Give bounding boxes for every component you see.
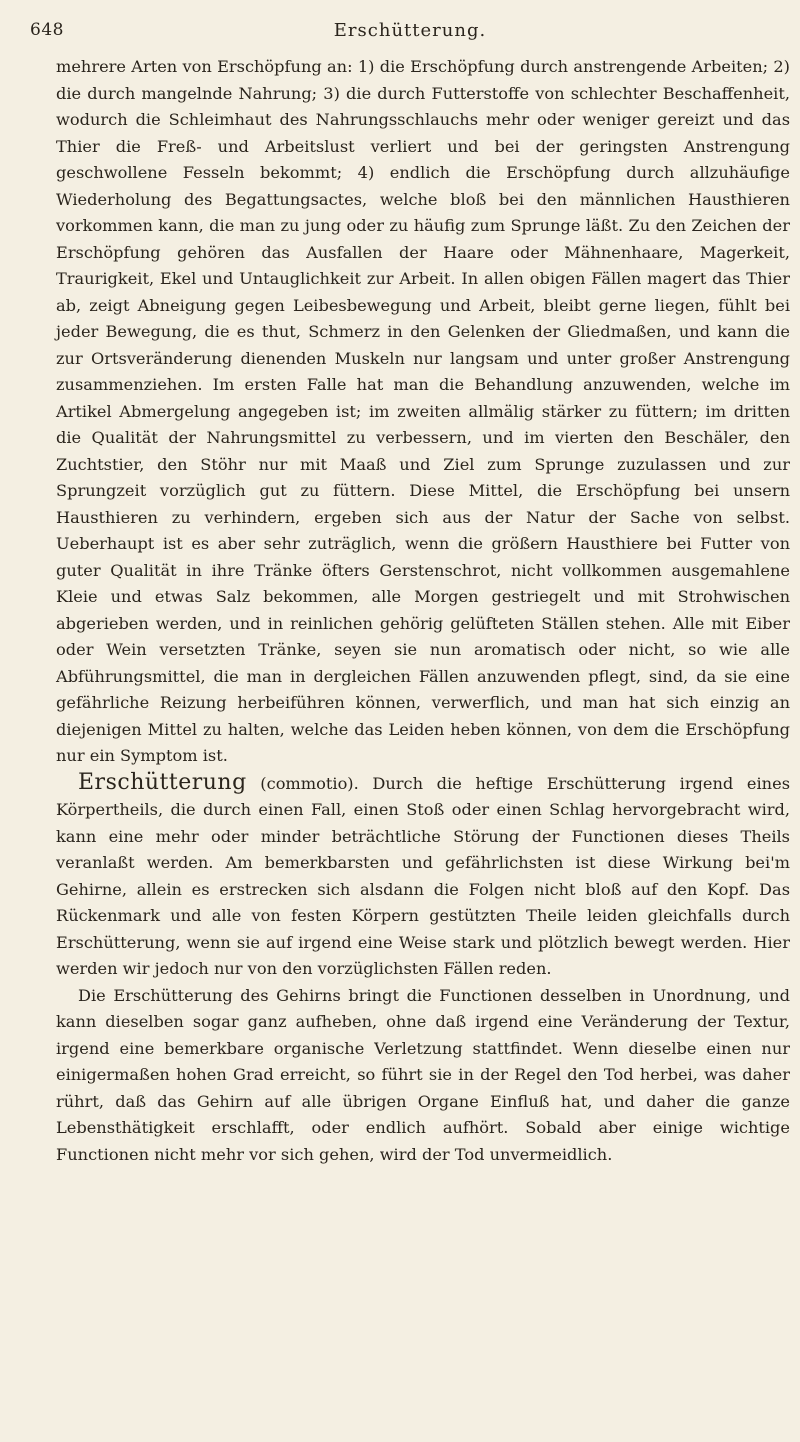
paragraph-concussion-text: (commotio). Durch die heftige Erschütterung irgend eines Körpertheils, die durch einen Fall, einen Stoß oder einen Schlag hervorgebracht wird, kann eine mehr oder minder beträchtliche Störung der Functionen dieses Theils veranlaßt werden. Am bemerkbarsten und gefährlichsten ist diese Wirkung bei'm Gehirne, allein es erstrecken sich alsdann die Folgen nicht bloß auf den Kopf. Das Rückenmark und alle von festen Körpern gestützten Theile leiden gleichfalls durch Erschütterung, wenn sie auf irgend eine Weise stark und plötzlich bewegt werden. Hier werden wir jedoch nur von den vorzüglichsten Fällen reden.	[56, 773, 790, 978]
paragraph-concussion	[56, 770, 790, 983]
body-text	[56, 54, 790, 1168]
entry-term-concussion: Erschütterung	[78, 769, 247, 795]
paragraph-exhaustion: mehrere Arten von Erschöpfung an: 1) die Erschöpfung durch anstrengende Arbeiten; 2) die durch mangelnde Nahrung; 3) die durch Futterstoffe von schlechter Beschaffenheit, wodurch die Schleimhaut des Nahrungsschlauchs mehr oder weniger gereizt und das Thier die Freß- und Arbeitslust verliert und bei der geringsten Anstrengung geschwollene Fesseln bekommt; 4) endlich die Erschöpfung durch allzuhäufige Wiederholung des Begattungsactes, welche bloß bei den männlichen Hausthieren vorkommen kann, die man zu jung oder zu häufig zum Sprunge läßt. Zu den Zeichen der Erschöpfung gehören das Ausfallen der Haare oder Mähnenhaare, Magerkeit, Traurigkeit, Ekel und Untauglichkeit zur Arbeit. In allen obigen Fällen magert das Thier ab, zeigt Abneigung gegen Leibesbewegung und Arbeit, bleibt gerne liegen, fühlt bei jeder Bewegung, die es thut, Schmerz in den Gelenken der Gliedmaßen, und kann die zur Ortsveränderung dienenden Muskeln nur langsam und unter großer Anstrengung zusammenziehen. Im ersten Falle hat man die Behandlung anzuwenden, welche im Artikel Abmergelung angegeben ist; im zweiten allmälig stärker zu füttern; im dritten die Qualität der Nahrungsmittel zu verbessern, und im vierten den Beschäler, den Zuchtstier, den Stöhr nur mit Maaß und Ziel zum Sprunge zuzulassen und zur Sprungzeit vorzüglich gut zu füttern. Diese Mittel, die Erschöpfung bei unsern Hausthieren zu verhindern, ergeben sich aus der Natur der Sache von selbst. Ueberhaupt ist es aber sehr zuträglich, wenn die größern Hausthiere bei Futter von guter Qualität in ihre Tränke öfters Gerstenschrot, nicht vollkommen ausgemahlene Kleie und etwas Salz bekommen, alle Morgen gestriegelt und mit Strohwischen abgerieben werden, und in reinlichen gehörig gelüfteten Ställen stehen. Alle mit Eiber oder Wein versetzten Tränke, seyen sie nun aromatisch oder nicht, so wie alle Abführungsmittel, die man in dergleichen Fällen anzuwenden pflegt, sind, da sie eine gefährliche Reizung herbeiführen können, verwerflich, und man hat sich einzig an diejenigen Mittel zu halten, welche das Leiden heben können, von dem die Erschöpfung nur ein Symptom ist.	[56, 57, 790, 765]
paragraph-brain-concussion: Die Erschütterung des Gehirns bringt die Functionen desselben in Unordnung, und kann dieselben sogar ganz aufheben, ohne daß irgend eine Veränderung der Textur, irgend eine bemerkbare organische Verletzung stattfindet. Wenn dieselbe einen nur einigermaßen hohen Grad erreicht, so führt sie in der Regel den Tod herbei, was daher rührt, daß das Gehirn auf alle übrigen Organe Einfluß hat, und daher die ganze Lebensthätigkeit erschlafft, oder endlich aufhört. Sobald aber einige wichtige Functionen nicht mehr vor sich gehen, wird der Tod unvermeidlich.	[56, 985, 790, 1164]
page-header	[30, 20, 790, 46]
page-number: 648	[30, 20, 64, 40]
running-head: Erschütterung.	[333, 20, 487, 41]
